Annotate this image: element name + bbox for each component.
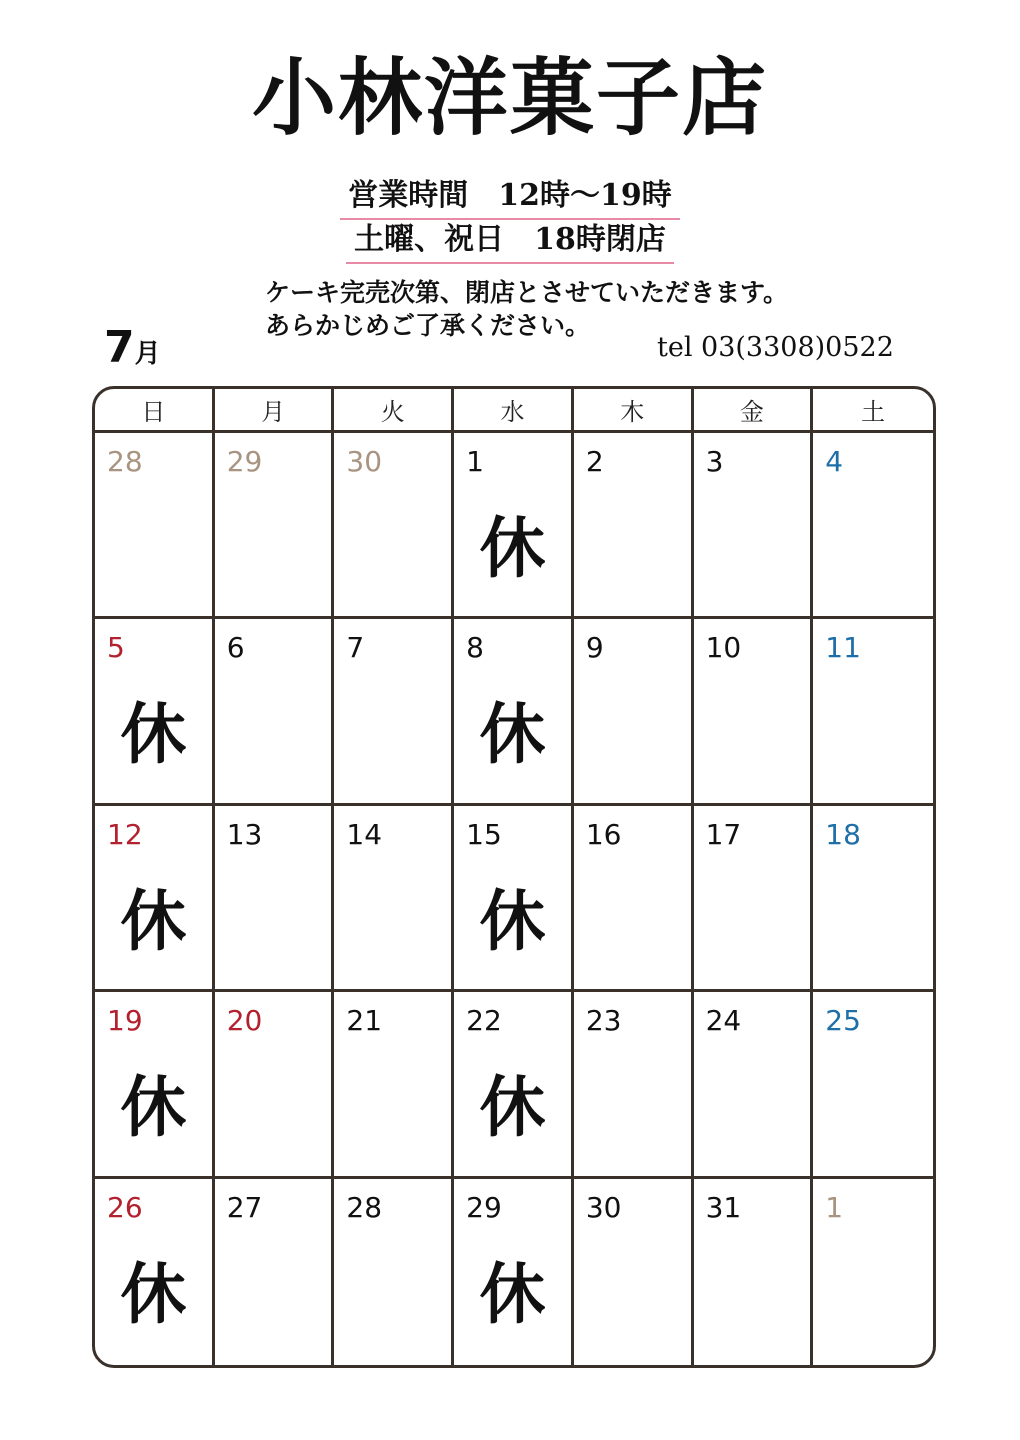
weekday-header: 日 [95,389,215,433]
weekday-header: 水 [454,389,574,433]
calendar-day-cell [813,806,933,992]
calendar-day-cell [574,992,694,1178]
calendar-day-cell [694,806,814,992]
closed-mark: 休 [479,881,546,960]
calendar-day-cell [694,619,814,805]
weekday-header: 土 [813,389,933,433]
day-number: 24 [705,1004,742,1038]
day-number: 23 [585,1004,622,1038]
day-number: 21 [346,1004,383,1038]
closed-mark: 休 [120,695,187,774]
day-number: 15 [466,817,502,851]
calendar-day-cell [813,1179,933,1365]
day-number: 13 [226,817,263,851]
calendar-day-cell [334,1179,454,1365]
calendar-day-cell [215,806,335,992]
calendar-day-cell [334,992,454,1178]
day-number: 6 [226,631,245,665]
day-number: 4 [825,445,844,478]
saturday-holiday-hours [0,222,1020,264]
day-number: 9 [585,631,604,665]
day-number: 1 [825,1190,844,1224]
calendar-day-cell [574,806,694,992]
month-number: 7 [104,322,135,373]
shop-name: 小林洋菓子店 [251,48,768,147]
calendar-day-cell [454,806,574,992]
weekday-header: 火 [334,389,454,433]
day-number: 10 [705,631,742,665]
day-number: 2 [585,445,604,478]
day-number: 7 [346,631,365,665]
day-number: 19 [107,1004,143,1038]
calendar-day-cell [574,1179,694,1365]
closed-mark: 休 [120,1068,187,1147]
calendar-day-cell [95,1179,215,1365]
calendar-day-cell [694,1179,814,1365]
calendar-day-cell [813,992,933,1178]
day-number: 14 [346,817,383,851]
calendar-day-cell [215,619,335,805]
day-number: 1 [466,445,484,478]
day-number: 28 [107,445,143,478]
calendar-day-cell [95,619,215,805]
calendar-day-cell [95,806,215,992]
saturday-holiday-hours-text: 土曜、祝日 18時閉店 [346,222,674,264]
closed-mark: 休 [479,509,546,587]
closed-mark: 休 [479,695,546,774]
calendar-day-cell [694,992,814,1178]
day-number: 17 [705,817,742,851]
calendar-day-cell [215,433,335,619]
day-number: 18 [825,817,861,851]
closed-mark: 休 [479,1068,546,1147]
calendar-day-cell [454,433,574,619]
business-hours-text: 営業時間 12時〜19時 [340,178,680,220]
calendar-day-cell [813,433,933,619]
day-number: 28 [346,1190,383,1224]
day-number: 20 [226,1004,263,1038]
day-number: 8 [466,631,484,665]
calendar-day-cell [454,1179,574,1365]
day-number: 31 [705,1190,742,1224]
day-number: 5 [107,631,125,665]
calendar-day-cell [574,619,694,805]
day-number: 26 [107,1190,143,1224]
closed-mark: 休 [120,1254,187,1333]
day-number: 11 [825,631,861,665]
weekday-header: 木 [574,389,694,433]
calendar-day-cell [813,619,933,805]
day-number: 29 [466,1190,502,1224]
calendar-day-cell [215,1179,335,1365]
calendar-day-cell [334,619,454,805]
day-number: 22 [466,1004,502,1038]
calendar-day-cell [454,992,574,1178]
closed-mark: 休 [120,881,187,960]
month-unit: 月 [134,339,161,369]
notice-line-1: ケーキ完売次第、閉店とさせていただきます。 [265,278,789,307]
day-number: 30 [585,1190,622,1224]
day-number: 29 [226,445,263,478]
calendar-day-cell [334,806,454,992]
calendar-day-cell [215,992,335,1178]
day-number: 3 [705,445,724,478]
day-number: 27 [226,1190,263,1224]
weekday-header: 月 [215,389,335,433]
calendar-day-cell [694,433,814,619]
day-number: 30 [346,445,383,478]
telephone: tel 03(3308)0522 [657,332,894,363]
day-number: 12 [107,817,143,851]
day-number: 16 [585,817,622,851]
calendar-day-cell [334,433,454,619]
notice-line-2: あらかじめご了承ください。 [265,311,591,340]
day-number: 25 [825,1004,861,1038]
calendar-day-cell [95,992,215,1178]
calendar-grid [92,386,936,1368]
closed-mark: 休 [479,1254,546,1333]
calendar-day-cell [95,433,215,619]
weekday-header: 金 [694,389,814,433]
calendar-day-cell [454,619,574,805]
business-hours [0,178,1020,220]
calendar-day-cell [574,433,694,619]
month-label [104,322,161,373]
